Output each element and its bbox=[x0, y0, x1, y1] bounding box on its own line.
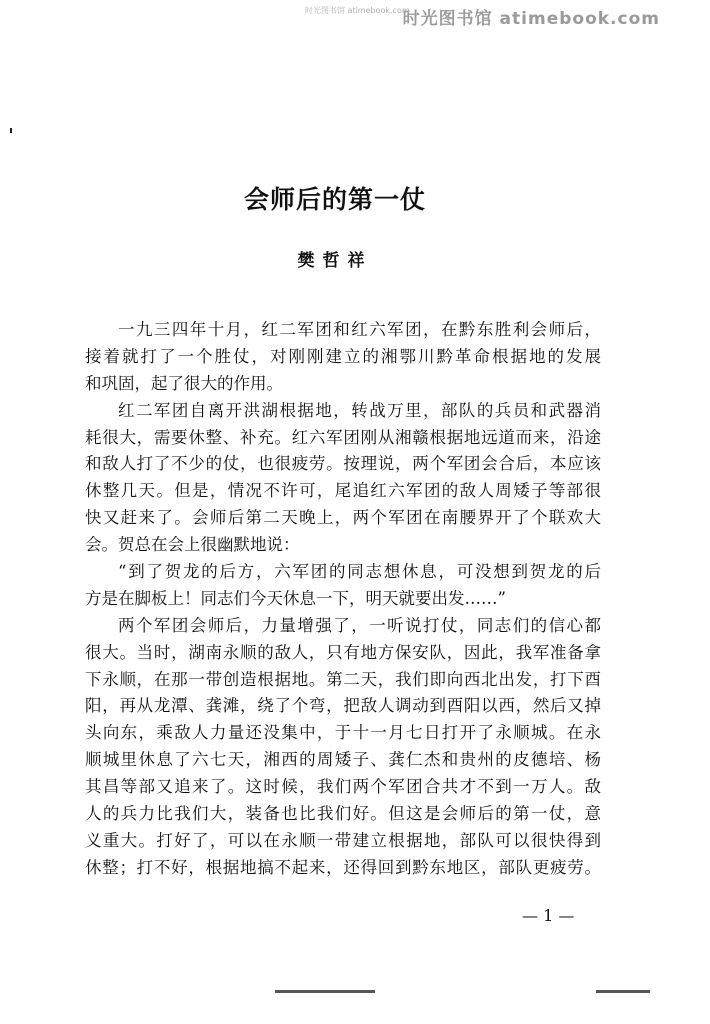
paragraph-4-line-7: 其昌等部又追来了。这时候，我们两个军团合共才不到一万人。敌 bbox=[85, 777, 601, 797]
paragraph-3-line-1: “到了贺龙的后方，六军团的同志想休息，可没想到贺龙的后 bbox=[118, 562, 601, 582]
paragraph-1-line-1: 一九三四年十月，红二军团和红六军团，在黔东胜利会师后， bbox=[118, 320, 601, 339]
paragraph-4-line-5: 头向东，乘敌人力量还没集中，于十一月七日打开了永顺城。在永 bbox=[85, 723, 601, 743]
paragraph-4-line-2: 很大。当时，湖南永顺的敌人，只有地方保安队，因此，我军准备拿 bbox=[85, 642, 601, 662]
paragraph-2-line-4: 休整几天。但是，情况不许可，尾追红六军团的敌人周矮子等部很 bbox=[85, 481, 601, 501]
bottom-scan-rule-left bbox=[275, 990, 375, 993]
paragraph-1-line-2: 接着就打了一个胜仗，对刚刚建立的湘鄂川黔革命根据地的发展 bbox=[85, 346, 601, 366]
paragraph-3-line-2: 方是在脚板上！同志们今天休息一下，明天就要出发……” bbox=[85, 588, 506, 608]
paragraph-2-line-1: 红二军团自离开洪湖根据地，转战万里，部队的兵员和武器消 bbox=[118, 400, 601, 420]
paragraph-4-line-10: 休整；打不好，根据地搞不起来，还得回到黔东地区，部队更疲劳。 bbox=[85, 857, 601, 877]
paragraph-2-line-6: 会。贺总在会上很幽默地说： bbox=[85, 535, 300, 555]
paragraph-4-line-4: 阳，再从龙潭、龚滩，绕了个弯，把敌人调动到酉阳以西，然后又掉 bbox=[85, 696, 601, 716]
paragraph-4-line-3: 下永顺，在那一带创造根据地。第二天，我们即向西北出发，打下酉 bbox=[85, 669, 601, 689]
article-body bbox=[85, 317, 601, 882]
paragraph-4-line-6: 顺城里休息了六七天，湘西的周矮子、龚仁杰和贵州的皮德培、杨 bbox=[85, 750, 601, 770]
watermark: 时光图书馆 atimebook.com bbox=[402, 9, 660, 29]
paragraph-1-line-3: 和巩固，起了很大的作用。 bbox=[85, 373, 283, 393]
page-number: — 1 — bbox=[522, 906, 575, 925]
bottom-scan-rule-right bbox=[596, 990, 650, 993]
paragraph-4-line-9: 义重大。打好了，可以在永顺一带建立根据地，部队可以很快得到 bbox=[85, 830, 601, 850]
paragraph-4-line-8: 人的兵力比我们大，装备也比我们好。但这是会师后的第一仗，意 bbox=[85, 804, 601, 824]
article-author: 樊哲祥 bbox=[297, 251, 373, 271]
article-title: 会师后的第一仗 bbox=[243, 185, 426, 214]
paragraph-4-line-1: 两个军团会师后，力量增强了，一听说打仗，同志们的信心都 bbox=[118, 615, 601, 635]
watermark-small: 时光图书馆 atimebook.com bbox=[305, 6, 410, 15]
paragraph-2-line-5: 快又赶来了。会师后第二天晚上，两个军团在南腰界开了个联欢大 bbox=[85, 508, 601, 528]
paragraph-2-line-2: 耗很大，需要休整、补充。红六军团刚从湘赣根据地远道而来，沿途 bbox=[85, 427, 601, 447]
scan-speck bbox=[10, 128, 12, 133]
paragraph-2-line-3: 和敌人打了不少的仗，也很疲劳。按理说，两个军团会合后，本应该 bbox=[85, 454, 601, 474]
